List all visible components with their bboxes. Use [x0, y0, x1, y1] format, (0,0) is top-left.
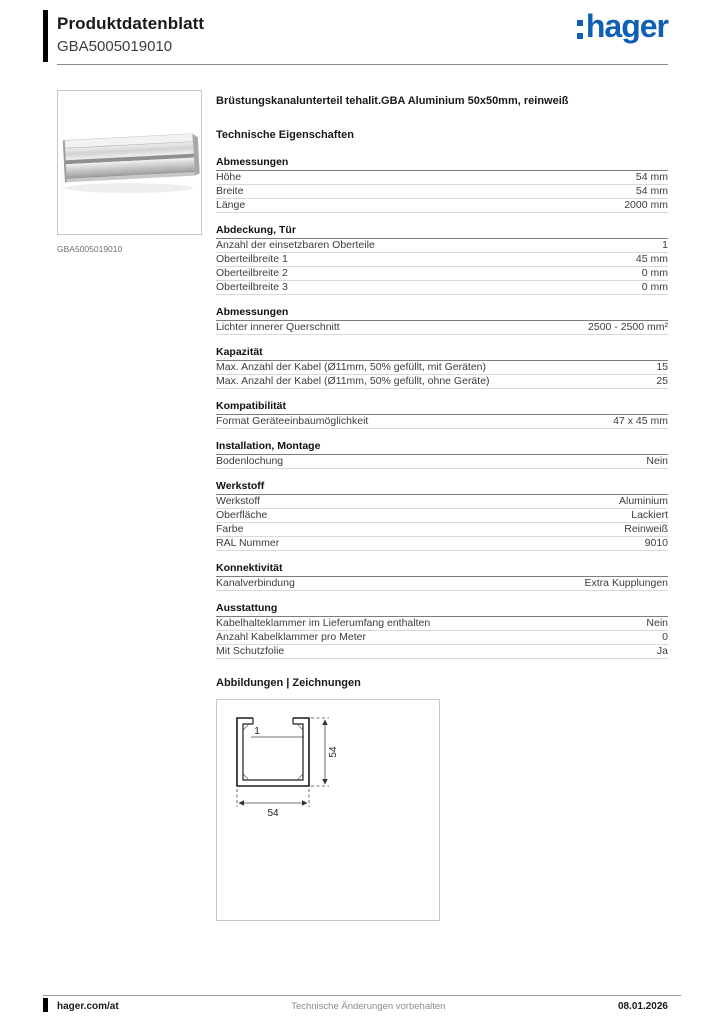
spec-value: 47 x 45 mm: [613, 415, 668, 427]
spec-value: Lackiert: [631, 509, 668, 521]
spec-section-ausstattung: [216, 601, 668, 659]
footer-date: 08.01.2026: [617, 1001, 668, 1012]
spec-value: 2000 mm: [624, 199, 668, 211]
spec-value: 45 mm: [635, 253, 668, 265]
spec-row: [216, 171, 668, 185]
spec-row: [216, 645, 668, 659]
spec-section-abdeckung-tuer: [216, 223, 668, 295]
spec-section-title: Ausstattung: [216, 601, 668, 617]
spec-label: Kabelhalteklammer im Lieferumfang enthalten: [216, 617, 431, 629]
header-corner-mark: [43, 10, 48, 62]
drawings-heading: Abbildungen | Zeichnungen: [216, 677, 361, 689]
spec-label: Oberteilbreite 3: [216, 281, 288, 293]
drawing-width-dimension: 54: [267, 808, 279, 819]
spec-section-kapazitaet: [216, 345, 668, 389]
spec-section-title: Kompatibilität: [216, 399, 668, 415]
spec-value: Nein: [646, 617, 668, 629]
spec-row: [216, 509, 668, 523]
product-photo: [57, 90, 202, 235]
spec-section-title: Abdeckung, Tür: [216, 223, 668, 239]
spec-value: Ja: [656, 645, 668, 657]
page-header: [57, 10, 668, 64]
spec-label: Oberteilbreite 1: [216, 253, 288, 265]
spec-value: 0 mm: [641, 281, 668, 293]
spec-row: [216, 415, 668, 429]
spec-row: [216, 239, 668, 253]
spec-label: Länge: [216, 199, 246, 211]
spec-label: Max. Anzahl der Kabel (Ø11mm, 50% gefüllt, ohne Geräte): [216, 375, 490, 387]
spec-section-abmessungen: [216, 155, 668, 213]
spec-row: [216, 199, 668, 213]
spec-row: [216, 253, 668, 267]
footer-website-link[interactable]: hager.com/at: [57, 1001, 119, 1012]
logo-wordmark: hager: [585, 8, 668, 44]
spec-value: 9010: [644, 537, 668, 549]
spec-row: [216, 361, 668, 375]
spec-value: 0: [662, 631, 668, 643]
document-title: Produktdatenblatt: [57, 14, 205, 33]
spec-label: Format Geräteeinbaumöglichkeit: [216, 415, 369, 427]
left-column: [57, 90, 207, 254]
drawing-height-dimension: 54: [328, 746, 339, 758]
spec-label: Lichter innerer Querschnitt: [216, 321, 340, 333]
product-photo-illustration: [58, 91, 201, 234]
product-reference: GBA5005019010: [57, 38, 173, 55]
spec-label: Breite: [216, 185, 244, 197]
spec-section-title: Abmessungen: [216, 155, 668, 171]
specs-heading: Technische Eigenschaften: [216, 129, 354, 141]
spec-value: Nein: [646, 455, 668, 467]
spec-label: Oberteilbreite 2: [216, 267, 288, 279]
spec-row: [216, 281, 668, 295]
spec-value: 0 mm: [641, 267, 668, 279]
spec-value: 1: [662, 239, 668, 251]
technical-drawing: [216, 699, 440, 921]
spec-section-title: Installation, Montage: [216, 439, 668, 455]
spec-row: [216, 577, 668, 591]
spec-row: [216, 617, 668, 631]
spec-row: [216, 267, 668, 281]
spec-section-konnektivitaet: [216, 561, 668, 591]
spec-label: Anzahl der einsetzbaren Oberteile: [216, 239, 375, 251]
spec-section-title: Kapazität: [216, 345, 668, 361]
product-photo-caption: GBA5005019010: [57, 244, 123, 254]
spec-value: 54 mm: [635, 185, 668, 197]
drawing-callout-label: 1: [254, 726, 260, 737]
header-titles: [57, 10, 204, 55]
spec-row: [216, 321, 668, 335]
spec-section-title: Konnektivität: [216, 561, 668, 577]
footer-notice: Technische Änderungen vorbehalten: [291, 1001, 446, 1012]
spec-section-abmessungen-querschnitt: [216, 305, 668, 335]
spec-section-installation-montage: [216, 439, 668, 469]
spec-label: Mit Schutzfolie: [216, 645, 285, 657]
spec-section-title: Werkstoff: [216, 479, 668, 495]
right-column: [216, 94, 668, 921]
spec-row: [216, 495, 668, 509]
footer-corner-mark: [43, 998, 48, 1012]
spec-section-kompatibilitaet: [216, 399, 668, 429]
page-footer: [43, 995, 681, 1012]
spec-row: [216, 185, 668, 199]
spec-row: [216, 537, 668, 551]
spec-value: 15: [656, 361, 668, 373]
spec-value: 2500 - 2500 mm²: [588, 321, 668, 333]
spec-row: [216, 455, 668, 469]
product-title: Brüstungskanalunterteil tehalit.GBA Aluminium 50x50mm, reinweiß: [216, 95, 569, 107]
cross-section-drawing: [217, 704, 439, 854]
spec-value: 54 mm: [635, 171, 668, 183]
spec-section-werkstoff: [216, 479, 668, 551]
spec-value: Aluminium: [618, 495, 668, 507]
spec-value: Reinweiß: [624, 523, 668, 535]
spec-section-title: Abmessungen: [216, 305, 668, 321]
spec-value: Extra Kupplungen: [584, 577, 668, 589]
spec-label: Werkstoff: [216, 495, 260, 507]
spec-value: 25: [656, 375, 668, 387]
spec-label: Farbe: [216, 523, 244, 535]
logo-colon-icon: [577, 11, 583, 39]
spec-label: Anzahl Kabelklammer pro Meter: [216, 631, 366, 643]
spec-label: RAL Nummer: [216, 537, 280, 549]
hager-logo: [577, 8, 668, 44]
spec-label: Höhe: [216, 171, 242, 183]
header-divider: [57, 64, 668, 65]
content-area: [57, 90, 668, 921]
spec-label: Max. Anzahl der Kabel (Ø11mm, 50% gefüllt, mit Geräten): [216, 361, 487, 373]
spec-row: [216, 631, 668, 645]
spec-row: [216, 375, 668, 389]
spec-row: [216, 523, 668, 537]
spec-label: Oberfläche: [216, 509, 268, 521]
spec-label: Bodenlochung: [216, 455, 284, 467]
spec-label: Kanalverbindung: [216, 577, 295, 589]
